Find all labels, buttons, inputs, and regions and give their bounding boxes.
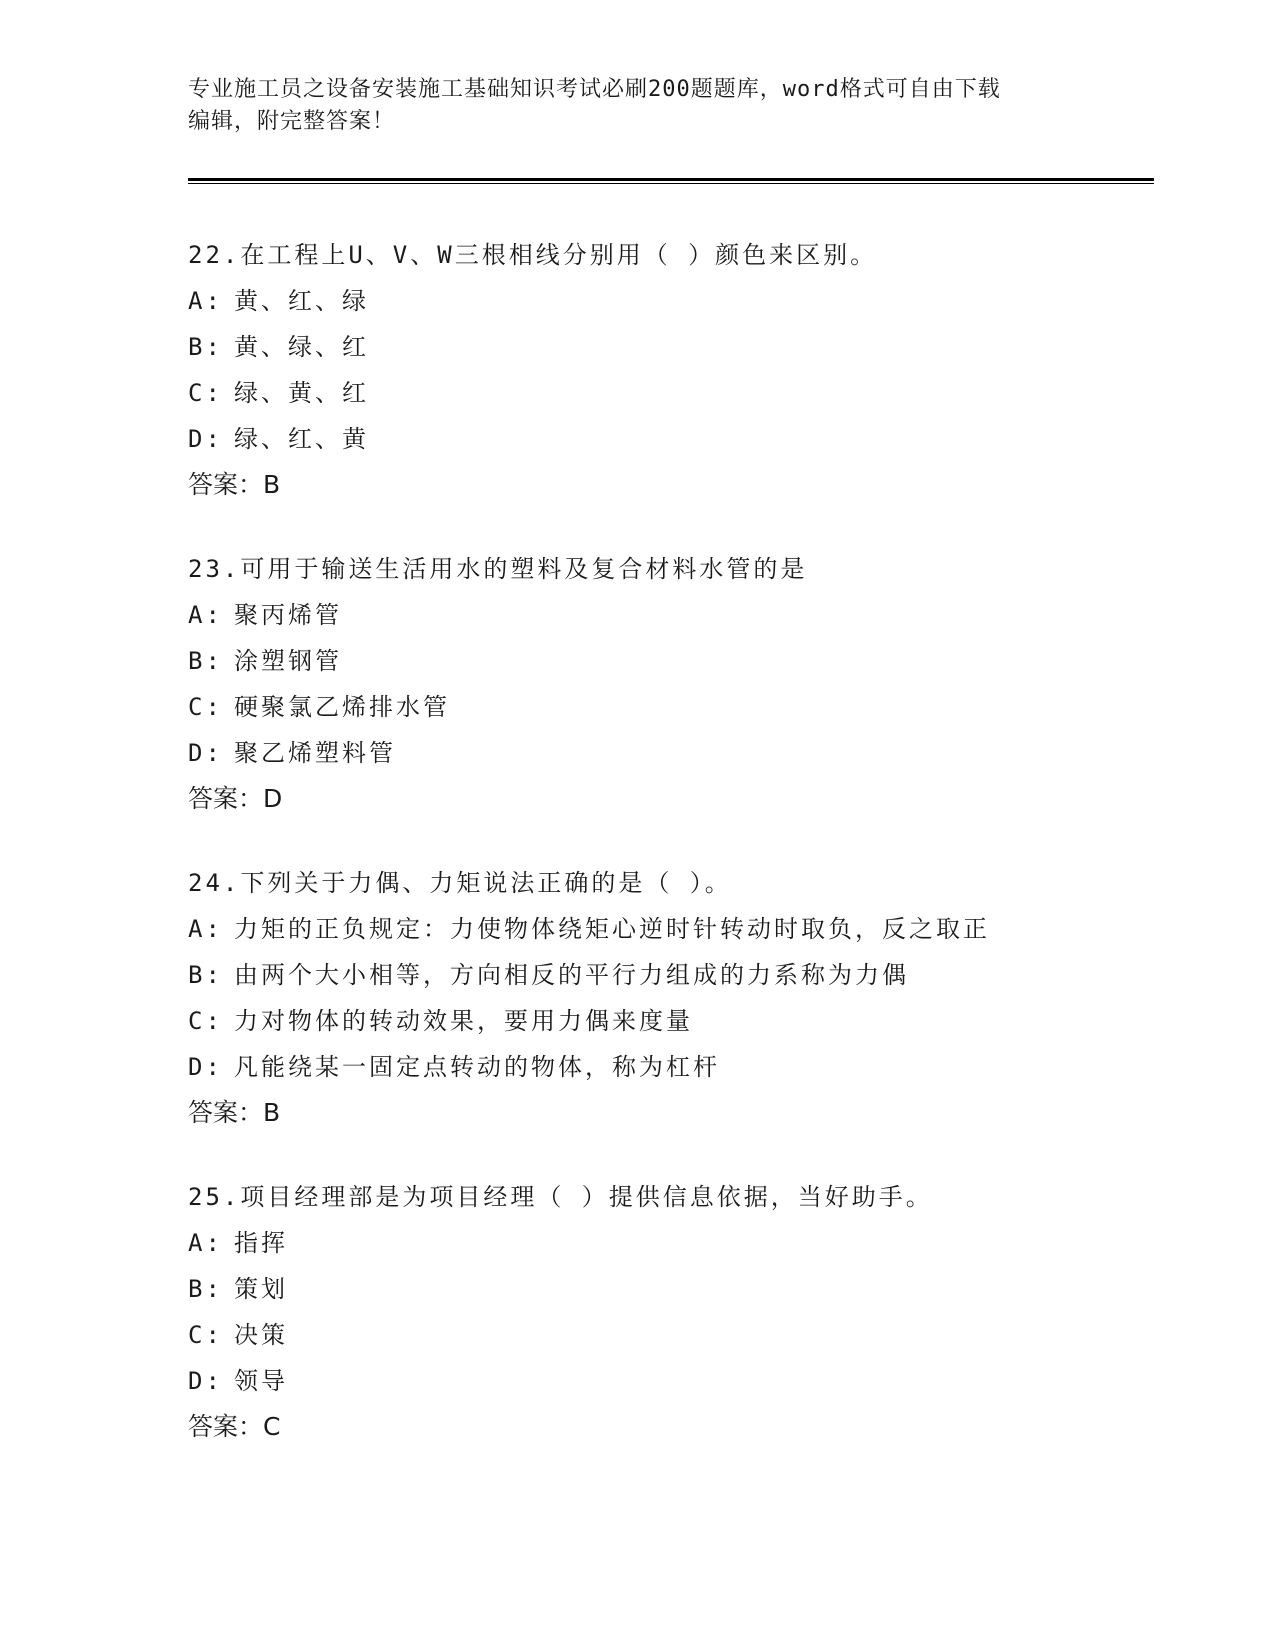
option-letter: B: <box>188 1275 223 1303</box>
question-stem: 22.在工程上U、V、W三根相线分别用（ ）颜色来区别。 <box>188 241 878 269</box>
option-letter: D: <box>188 425 223 453</box>
option-b <box>188 638 1088 684</box>
option-text: 硬聚氯乙烯排水管 <box>234 693 450 721</box>
option-letter: C: <box>188 693 223 721</box>
option-a <box>188 1220 1088 1266</box>
option-text: 指挥 <box>234 1229 288 1257</box>
option-text: 黄、绿、红 <box>234 333 369 361</box>
option-letter: D: <box>188 1367 223 1395</box>
option-text: 领导 <box>234 1367 288 1395</box>
option-letter: B: <box>188 647 223 675</box>
answer-line: 答案：C <box>188 1412 281 1441</box>
option-c <box>188 1312 1088 1358</box>
option-letter: A: <box>188 915 223 943</box>
option-d <box>188 1358 1088 1404</box>
option-text: 聚丙烯管 <box>234 601 342 629</box>
option-letter: A: <box>188 287 223 315</box>
document-header <box>188 74 1088 138</box>
option-letter: B: <box>188 961 223 989</box>
option-text: 聚乙烯塑料管 <box>234 739 396 767</box>
question-24 <box>188 860 1088 1136</box>
option-a <box>188 592 1088 638</box>
option-letter: B: <box>188 333 223 361</box>
option-letter: D: <box>188 1053 223 1081</box>
answer-line: 答案：D <box>188 784 283 813</box>
option-a <box>188 906 1088 952</box>
option-text: 力矩的正负规定：力使物体绕矩心逆时针转动时取负，反之取正 <box>234 915 990 943</box>
option-text: 涂塑钢管 <box>234 647 342 675</box>
option-letter: C: <box>188 1321 223 1349</box>
question-stem: 25.项目经理部是为项目经理（ ）提供信息依据，当好助手。 <box>188 1183 933 1211</box>
answer-line: 答案：B <box>188 1098 281 1127</box>
option-d <box>188 1044 1088 1090</box>
option-letter: C: <box>188 379 223 407</box>
option-text: 由两个大小相等，方向相反的平行力组成的力系称为力偶 <box>234 961 909 989</box>
option-letter: D: <box>188 739 223 767</box>
option-c <box>188 998 1088 1044</box>
question-stem: 24.下列关于力偶、力矩说法正确的是（ ）。 <box>188 869 732 897</box>
answer-line: 答案：B <box>188 470 281 499</box>
option-text: 绿、红、黄 <box>234 425 369 453</box>
question-23 <box>188 546 1088 822</box>
option-text: 凡能绕某一固定点转动的物体，称为杠杆 <box>234 1053 720 1081</box>
option-a <box>188 278 1088 324</box>
question-stem: 23.可用于输送生活用水的塑料及复合材料水管的是 <box>188 555 808 583</box>
option-d <box>188 730 1088 776</box>
option-b <box>188 1266 1088 1312</box>
option-c <box>188 370 1088 416</box>
option-text: 黄、红、绿 <box>234 287 369 315</box>
header-line-2: 编辑，附完整答案！ <box>188 109 396 134</box>
header-rule-thin <box>188 183 1154 184</box>
option-letter: A: <box>188 1229 223 1257</box>
option-text: 绿、黄、红 <box>234 379 369 407</box>
question-25 <box>188 1174 1088 1450</box>
option-b <box>188 952 1088 998</box>
option-c <box>188 684 1088 730</box>
option-d <box>188 416 1088 462</box>
option-b <box>188 324 1088 370</box>
header-line-1: 专业施工员之设备安装施工基础知识考试必刷200题题库，word格式可自由下载 <box>188 77 1001 102</box>
option-text: 力对物体的转动效果，要用力偶来度量 <box>234 1007 693 1035</box>
option-text: 决策 <box>234 1321 288 1349</box>
option-letter: A: <box>188 601 223 629</box>
header-rule-thick <box>188 178 1154 181</box>
option-text: 策划 <box>234 1275 288 1303</box>
option-letter: C: <box>188 1007 223 1035</box>
question-22 <box>188 232 1088 508</box>
